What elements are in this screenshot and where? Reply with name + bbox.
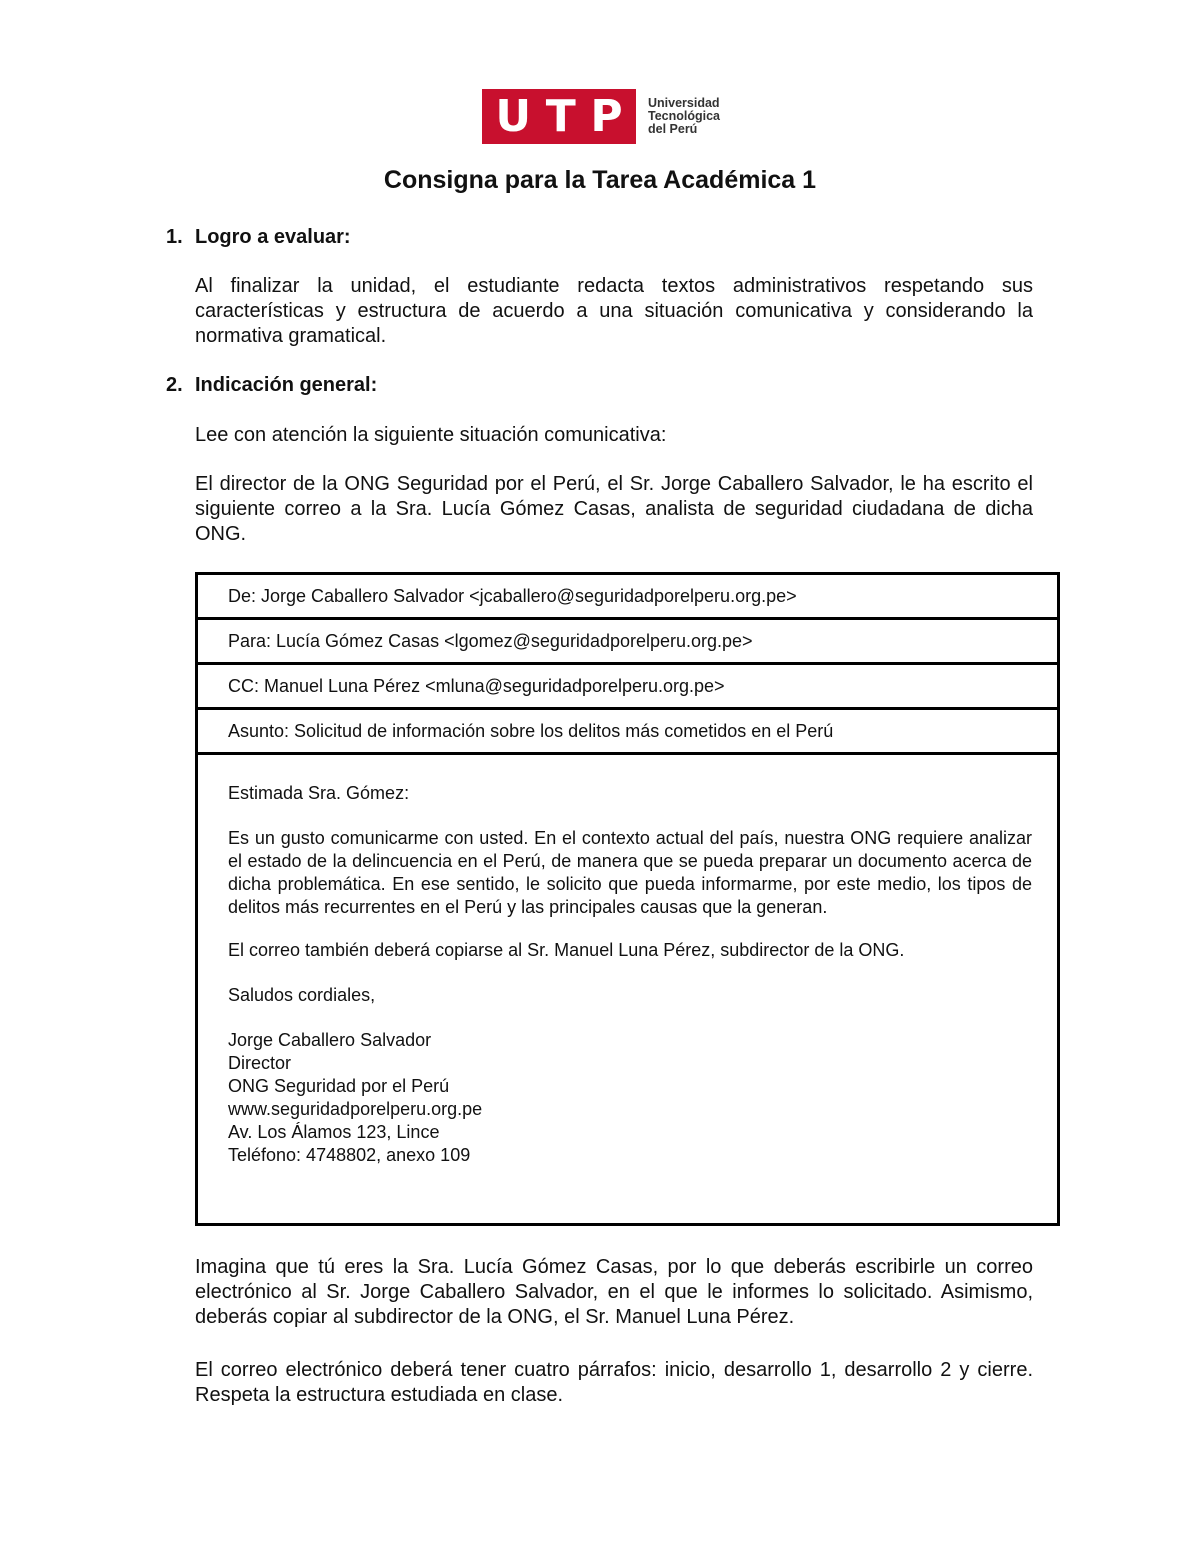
email-body xyxy=(228,782,1032,1167)
section-number: 2. xyxy=(166,374,183,396)
signature-role: Director xyxy=(228,1053,292,1073)
utp-logo-mark xyxy=(482,89,636,144)
email-from-row: De: Jorge Caballero Salvador <jcaballero@seguridadporelperu.org.pe> xyxy=(198,575,1057,620)
email-to-row: Para: Lucía Gómez Casas <lgomez@seguridadporelperu.org.pe> xyxy=(198,620,1057,665)
email-signature xyxy=(228,1029,1032,1167)
logo-wordmark xyxy=(648,97,720,136)
logro-paragraph: Al finalizar la unidad, el estudiante redacta textos administrativos respetando sus características y estructura de acuerdo a una situación comunicativa y considerando la normativa gramatical. xyxy=(195,275,1033,347)
indicacion-intro: Lee con atención la siguiente situación comunicativa: xyxy=(195,424,667,446)
email-cc-row: CC: Manuel Luna Pérez <mluna@seguridadporelperu.org.pe> xyxy=(198,665,1057,710)
utp-logo xyxy=(482,89,720,144)
situacion-paragraph: El director de la ONG Seguridad por el Perú, el Sr. Jorge Caballero Salvador, le ha escrito el siguiente correo a la Sra. Lucía Gómez Casas, analista de seguridad ciudadana de dicha ONG. xyxy=(195,473,1033,545)
signature-name: Jorge Caballero Salvador xyxy=(228,1030,432,1050)
section-number: 1. xyxy=(166,226,183,248)
section-heading-logro xyxy=(166,226,351,249)
email-box xyxy=(195,572,1060,1226)
email-greeting: Estimada Sra. Gómez: xyxy=(228,783,410,803)
email-paragraph-1: Es un gusto comunicarme con usted. En el contexto actual del país, nuestra ONG requiere analizar el estado de la delincuencia en el Perú, de manera que se pueda preparar un documento acerca de dicha problemática. En ese sentido, le solicito que pueda informarme, por este medio, los tipos de delitos más recurrentes en el Perú y las principales causas que la generan. xyxy=(228,828,1032,917)
signature-address: Av. Los Álamos 123, Lince xyxy=(228,1122,440,1142)
logo-letter-u: U xyxy=(495,91,532,142)
signature-phone: Teléfono: 4748802, anexo 109 xyxy=(228,1145,471,1165)
email-subject-row: Asunto: Solicitud de información sobre los delitos más cometidos en el Perú xyxy=(198,710,1057,755)
email-paragraph-2: El correo también deberá copiarse al Sr. Manuel Luna Pérez, subdirector de la ONG. xyxy=(228,940,905,960)
logo-line-1: Universidad xyxy=(648,96,720,110)
signature-website: www.seguridadporelperu.org.pe xyxy=(228,1099,483,1119)
section-heading-indicacion xyxy=(166,374,377,397)
section-heading-text: Indicación general: xyxy=(195,374,378,396)
logo-letter-t: T xyxy=(545,91,576,142)
instruction-paragraph-2: El correo electrónico deberá tener cuatro párrafos: inicio, desarrollo 1, desarrollo 2 y cierre. Respeta la estructura estudiada en clase. xyxy=(195,1359,1033,1406)
instruction-paragraph-1: Imagina que tú eres la Sra. Lucía Gómez Casas, por lo que deberás escribirle un correo electrónico al Sr. Jorge Caballero Salvador, en el que le informes lo solicitado. Asimismo, deberás copiar al subdirector de la ONG, el Sr. Manuel Luna Pérez. xyxy=(195,1256,1033,1328)
logo-line-2: Tecnológica xyxy=(648,109,721,123)
section-heading-text: Logro a evaluar: xyxy=(195,226,351,248)
logo-letter-p: P xyxy=(590,91,623,142)
logo-line-3: del Perú xyxy=(648,122,698,136)
page-title: Consigna para la Tarea Académica 1 xyxy=(383,166,817,194)
signature-org: ONG Seguridad por el Perú xyxy=(228,1076,450,1096)
email-closing: Saludos cordiales, xyxy=(228,985,376,1005)
